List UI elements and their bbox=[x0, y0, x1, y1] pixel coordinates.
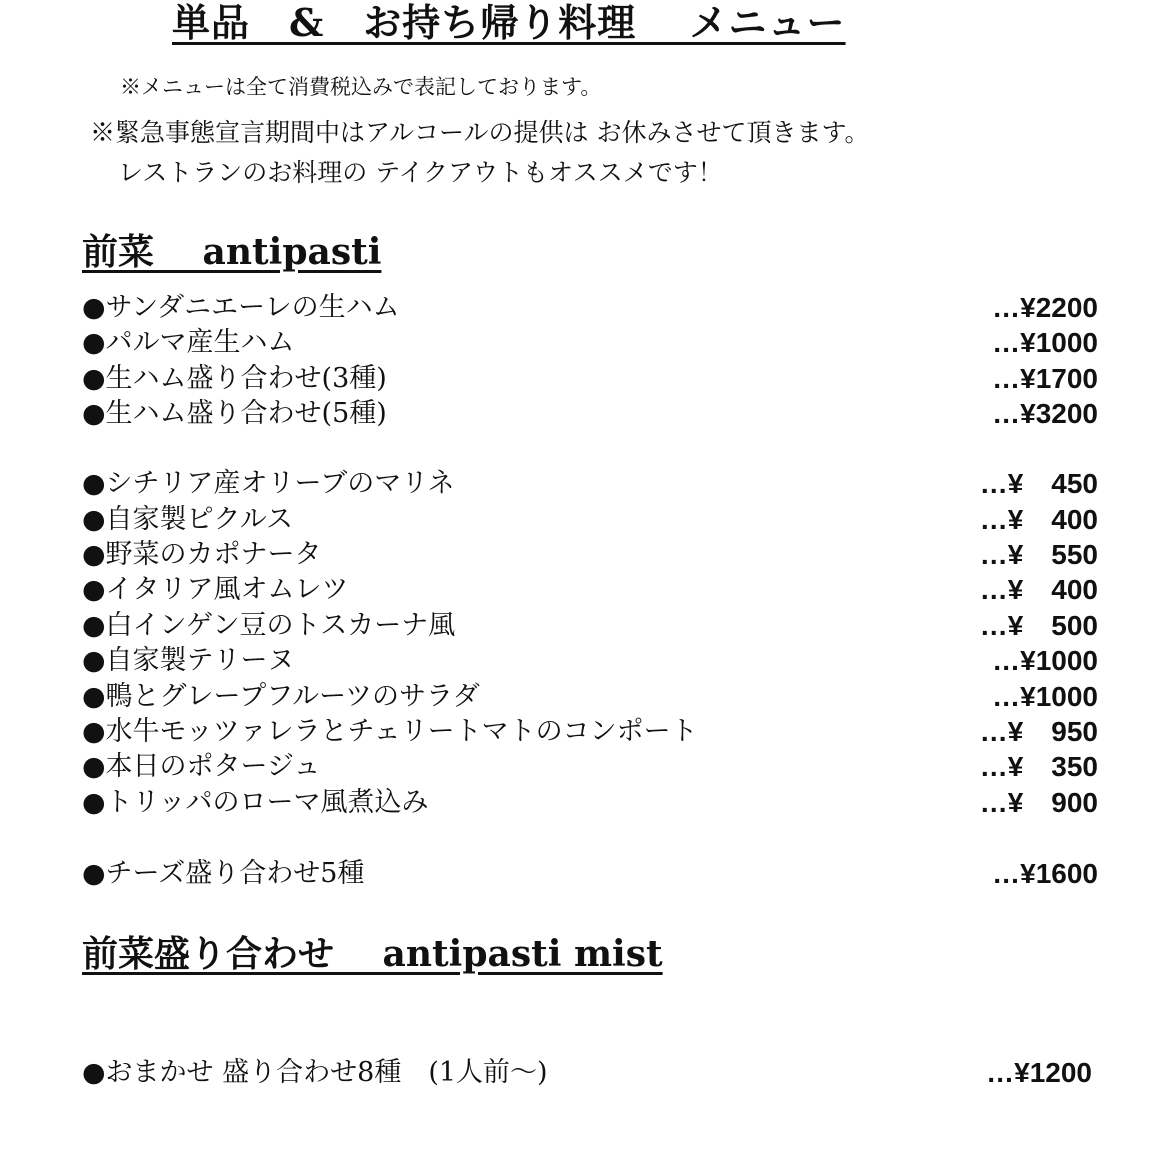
menu-item bbox=[82, 396, 1098, 431]
menu-item bbox=[82, 608, 1098, 643]
menu-item-price: …¥1700 bbox=[992, 363, 1098, 394]
menu-item-price: …¥1000 bbox=[992, 681, 1098, 712]
menu-item bbox=[82, 749, 1098, 784]
menu-item-price: …¥ 550 bbox=[979, 539, 1098, 570]
menu-item-name: ●サンダニエーレの生ハム bbox=[82, 292, 400, 323]
menu-item-price: …¥ 400 bbox=[979, 574, 1098, 605]
menu-item-price: …¥1200 bbox=[986, 1057, 1092, 1088]
menu-item-price: …¥ 500 bbox=[979, 610, 1098, 641]
menu-item-name: ●おまかせ 盛り合わせ8種 (1人前～) bbox=[82, 1057, 548, 1088]
menu-item bbox=[82, 361, 1098, 396]
menu-item-name: ●シチリア産オリーブのマリネ bbox=[82, 468, 455, 499]
menu-item bbox=[82, 856, 1098, 891]
menu-item-name: ●トリッパのローマ風煮込み bbox=[82, 787, 429, 818]
menu-item-price: …¥ 400 bbox=[979, 504, 1098, 535]
menu-item-price: …¥ 350 bbox=[979, 751, 1098, 782]
menu-item bbox=[82, 466, 1098, 501]
menu-item-name: ●野菜のカポナータ bbox=[82, 539, 322, 570]
menu-item-price: …¥3200 bbox=[992, 398, 1098, 429]
menu-item bbox=[82, 290, 1098, 325]
menu-item bbox=[82, 714, 1098, 749]
alcohol-notice: ※緊急事態宣言期間中はアルコールの提供は お休みさせて頂きます。 bbox=[90, 118, 870, 147]
menu-item-price: …¥1600 bbox=[992, 858, 1098, 889]
menu-item bbox=[82, 1055, 1092, 1090]
menu-item bbox=[82, 325, 1098, 360]
section-heading-antipasti-misti: 前菜盛り合わせ antipasti mist bbox=[82, 933, 663, 975]
menu-item-name: ●生ハム盛り合わせ(5種) bbox=[82, 398, 387, 429]
menu-item-name: ●白インゲン豆のトスカーナ風 bbox=[82, 610, 456, 641]
menu-item-name: ●自家製テリーヌ bbox=[82, 645, 295, 676]
menu-item-name: ●生ハム盛り合わせ(3種) bbox=[82, 363, 387, 394]
section-heading-antipasti: 前菜 antipasti bbox=[82, 231, 382, 273]
menu-item-name: ●本日のポタージュ bbox=[82, 751, 321, 782]
menu-item-price: …¥1000 bbox=[992, 327, 1098, 358]
menu-item bbox=[82, 679, 1098, 714]
menu-item bbox=[82, 572, 1098, 607]
menu-item-name: ●自家製ピクルス bbox=[82, 504, 293, 535]
menu-item-name: ●鴨とグレープフルーツのサラダ bbox=[82, 681, 480, 712]
menu-item-name: ●イタリア風オムレツ bbox=[82, 574, 349, 605]
menu-item-name: ●チーズ盛り合わせ5種 bbox=[82, 858, 365, 889]
menu-item bbox=[82, 537, 1098, 572]
menu-item-name: ●水牛モッツァレラとチェリートマトのコンポート bbox=[82, 716, 698, 747]
menu-item-price: …¥2200 bbox=[992, 292, 1098, 323]
menu-item-price: …¥ 450 bbox=[979, 468, 1098, 499]
menu-item-price: …¥1000 bbox=[992, 645, 1098, 676]
menu-item bbox=[82, 643, 1098, 678]
menu-title: 単品 & お持ち帰り料理 メニュー bbox=[172, 0, 846, 45]
menu-item-price: …¥ 900 bbox=[979, 787, 1098, 818]
takeout-notice: レストランのお料理の テイクアウトもオススメです！ bbox=[118, 158, 723, 187]
menu-item bbox=[82, 785, 1098, 820]
menu-item-price: …¥ 950 bbox=[979, 716, 1098, 747]
tax-note: ※メニューは全て消費税込みで表記しております。 bbox=[120, 75, 602, 99]
menu-item-name: ●パルマ産生ハム bbox=[82, 327, 295, 358]
menu-item bbox=[82, 502, 1098, 537]
